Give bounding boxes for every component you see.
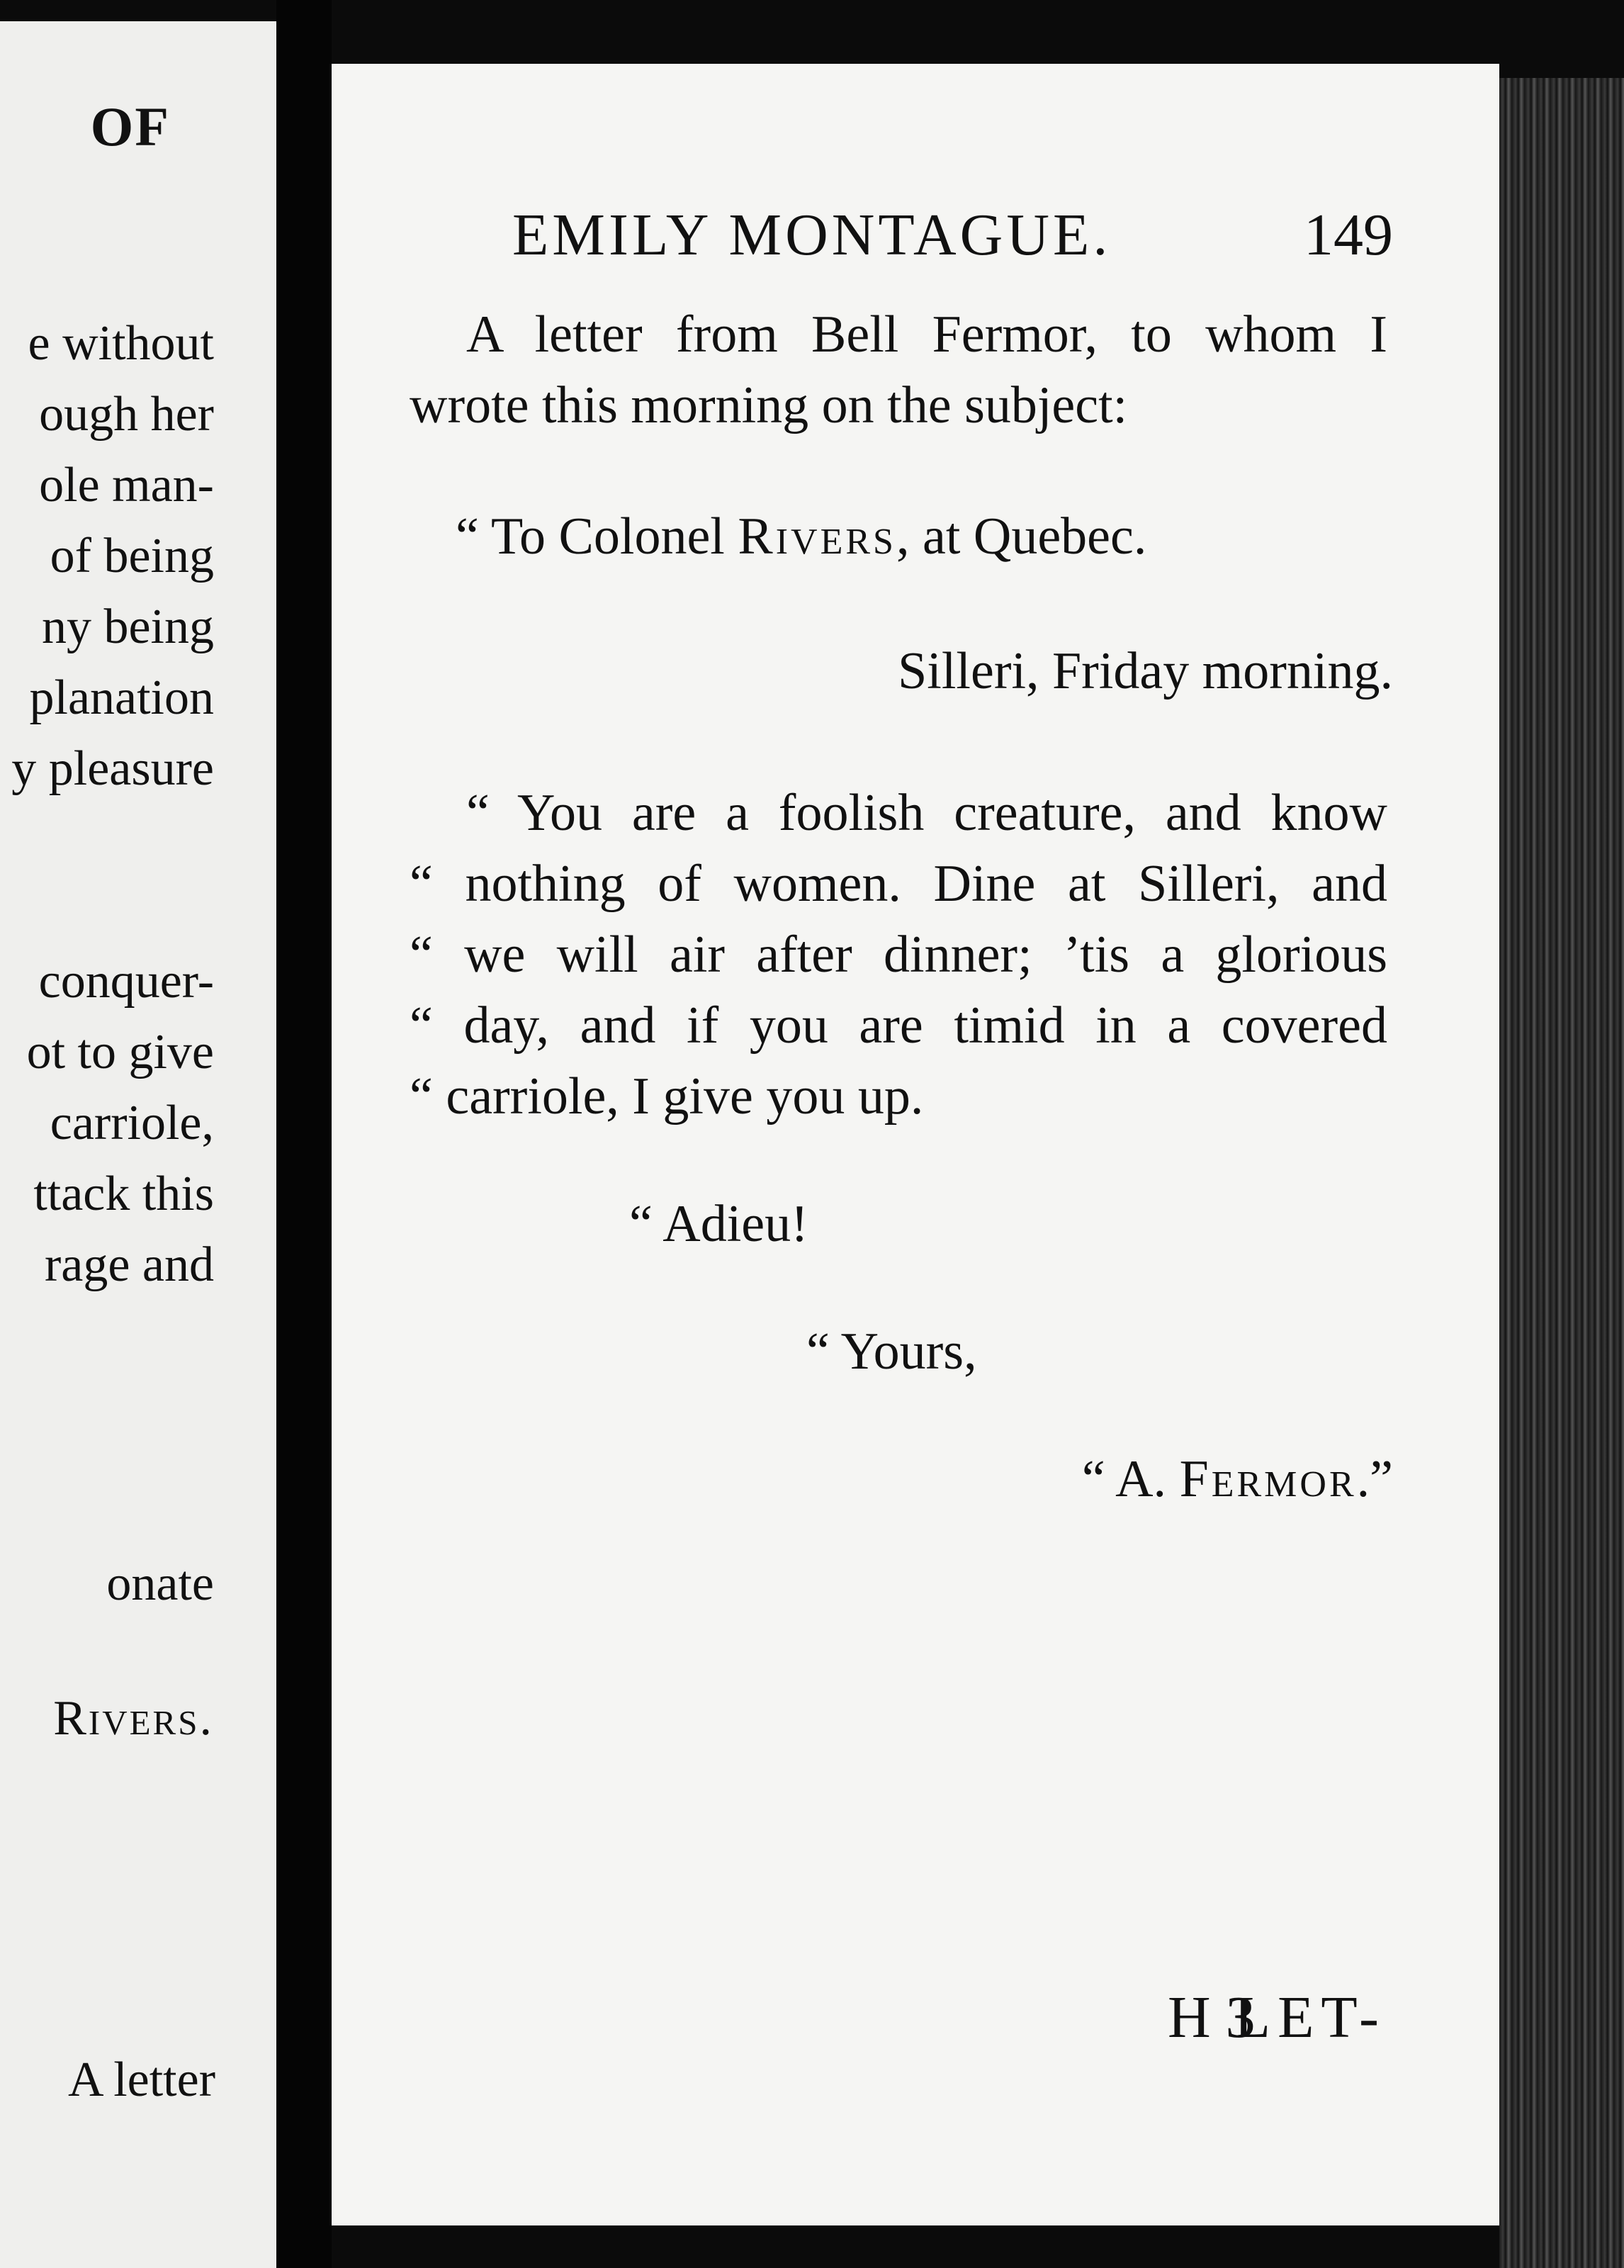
signature-name: Fermor bbox=[1179, 1450, 1357, 1508]
page-number: 149 bbox=[1304, 202, 1393, 268]
letter-signature bbox=[1081, 1450, 1393, 1508]
closing-adieu: “ Adieu! bbox=[629, 1195, 808, 1253]
left-page-line: planation bbox=[29, 670, 214, 725]
left-page-line: of being bbox=[50, 529, 214, 583]
page-edges bbox=[1499, 78, 1624, 2268]
left-page-line: e without bbox=[28, 316, 214, 371]
left-page-line: onate bbox=[106, 1556, 214, 1611]
intro-line: wrote this morning on the subject: bbox=[410, 376, 1128, 434]
dateline: Silleri, Friday morning. bbox=[898, 642, 1393, 700]
left-page-line: ny being bbox=[41, 600, 214, 654]
book-gutter bbox=[276, 0, 332, 2268]
left-page-signature: Rivers. bbox=[53, 1691, 214, 1746]
address-suffix: , at Quebec. bbox=[896, 507, 1147, 566]
left-page bbox=[0, 21, 276, 2268]
left-page-line: ole man- bbox=[39, 458, 214, 512]
signature-suffix: .” bbox=[1356, 1450, 1393, 1508]
address-line bbox=[456, 507, 1147, 566]
address-prefix: “ To Colonel bbox=[456, 507, 738, 566]
intro-line: A letter from Bell Fermor, to whom I bbox=[466, 305, 1387, 364]
running-head: EMILY MONTAGUE. bbox=[512, 202, 1112, 268]
left-page-line: ttack this bbox=[33, 1167, 214, 1221]
right-page bbox=[332, 64, 1499, 2225]
letter-body-line: “ You are a foolish creature, and know bbox=[466, 784, 1387, 842]
left-page-line: y pleasure bbox=[11, 741, 214, 796]
left-page-line: ough her bbox=[39, 387, 214, 442]
left-page-line: conquer- bbox=[38, 954, 214, 1009]
letter-body-line: “ nothing of women. Dine at Silleri, and bbox=[410, 855, 1387, 913]
left-page-line: rage and bbox=[44, 1237, 214, 1292]
left-page-line: carriole, bbox=[50, 1096, 214, 1150]
left-page-line: ot to give bbox=[26, 1025, 214, 1079]
catchword: LET- bbox=[1234, 1984, 1386, 2050]
left-page-bottom-line: A letter bbox=[68, 2053, 215, 2107]
closing-yours: “ Yours, bbox=[806, 1323, 977, 1381]
signature-prefix: “ A. bbox=[1081, 1450, 1180, 1508]
letter-body-line: “ we will air after dinner; ’tis a glorious bbox=[410, 926, 1387, 984]
address-name: Rivers bbox=[738, 507, 896, 566]
signature-mark: H 3 bbox=[1168, 1984, 1256, 2050]
letter-body-line: “ carriole, I give you up. bbox=[410, 1067, 924, 1125]
left-page-heading: OF bbox=[90, 96, 170, 157]
letter-body-line: “ day, and if you are timid in a covered bbox=[410, 997, 1387, 1055]
